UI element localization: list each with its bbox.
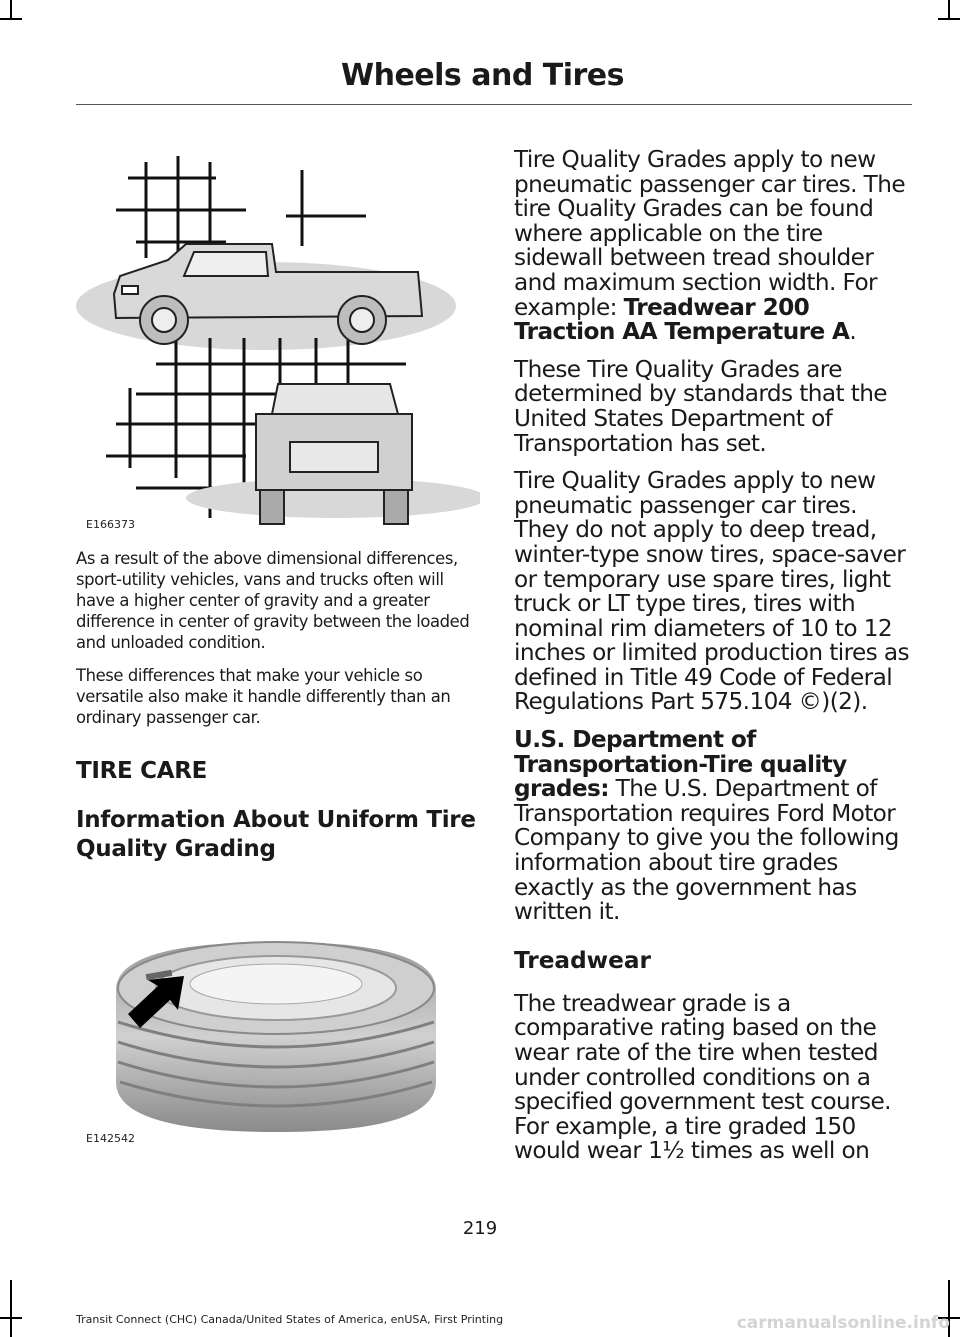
watermark: carmanualsonline.info: [736, 1313, 950, 1333]
page-number: 219: [462, 1218, 498, 1239]
paragraph: Tire Quality Grades apply to new pneumatic passenger car tires. They do not apply to deep tread, winter-type snow tires, space-saver or temporary use spare tires, light truck or LT type tires, tires with nominal rim diameters of 10 to 12 inches or limited production tires as defined in Title 49 Code of Federal Regulations Part 575.104 ©)(2).: [514, 467, 909, 716]
crop-mark: [0, 1317, 22, 1319]
crop-mark: [948, 0, 950, 20]
crop-mark: [10, 0, 12, 20]
figure-code: E142542: [86, 1132, 135, 1145]
inline-heading: U.S. Department of Transportation-Tire quality grades:: [514, 726, 847, 803]
left-column: [76, 548, 480, 864]
right-column: [514, 148, 910, 1177]
crop-mark: [938, 18, 960, 20]
paragraph: The treadwear grade is a comparative rating based on the wear rate of the tire when tested under controlled conditions on a specified government test course. For example, a tire graded 150 would wear 1½ times as well on: [514, 989, 891, 1165]
paragraph: [514, 728, 910, 925]
paragraph: These Tire Quality Grades are determined by standards that the United States Department of Transportation has set.: [514, 355, 887, 457]
section-heading: TIRE CARE: [76, 758, 208, 784]
publication-footer: Transit Connect (CHC) Canada/United States of America, enUSA, First Printing: [76, 1313, 504, 1326]
tire-sidewall-illustration: [76, 922, 480, 1152]
truck-center-of-gravity-illustration: [76, 148, 480, 532]
figure-code: E166373: [86, 518, 135, 531]
paragraph: [514, 148, 910, 345]
text-run: Tire Quality Grades apply to new pneumatic passenger car tires. The tire Quality Grades can be found where applicable on the tire sidewall between tread shoulder and maximum section width. For example:: [514, 146, 905, 321]
text-run: The U.S. Department of Transportation requires Ford Motor Company to give you the following information about tire grades exactly as the government has written it.: [514, 775, 899, 926]
text-run: .: [849, 318, 857, 346]
subsection-heading: Information About Uniform Tire Quality Grading: [76, 807, 476, 862]
paragraph: As a result of the above dimensional differences, sport-utility vehicles, vans and trucks often will have a higher center of gravity and a greater difference in center of gravity between the loaded and unloaded condition.: [76, 549, 470, 652]
crop-mark: [10, 1280, 12, 1337]
header-divider: [76, 104, 912, 105]
paragraph: These differences that make your vehicle so versatile also make it handle differently than an ordinary passenger car.: [76, 666, 451, 727]
crop-mark: [0, 18, 22, 20]
page-title: Wheels and Tires: [341, 58, 624, 93]
example-grades: Treadwear 200 Traction AA Temperature A: [514, 293, 850, 346]
subsection-heading: Treadwear: [514, 946, 651, 974]
